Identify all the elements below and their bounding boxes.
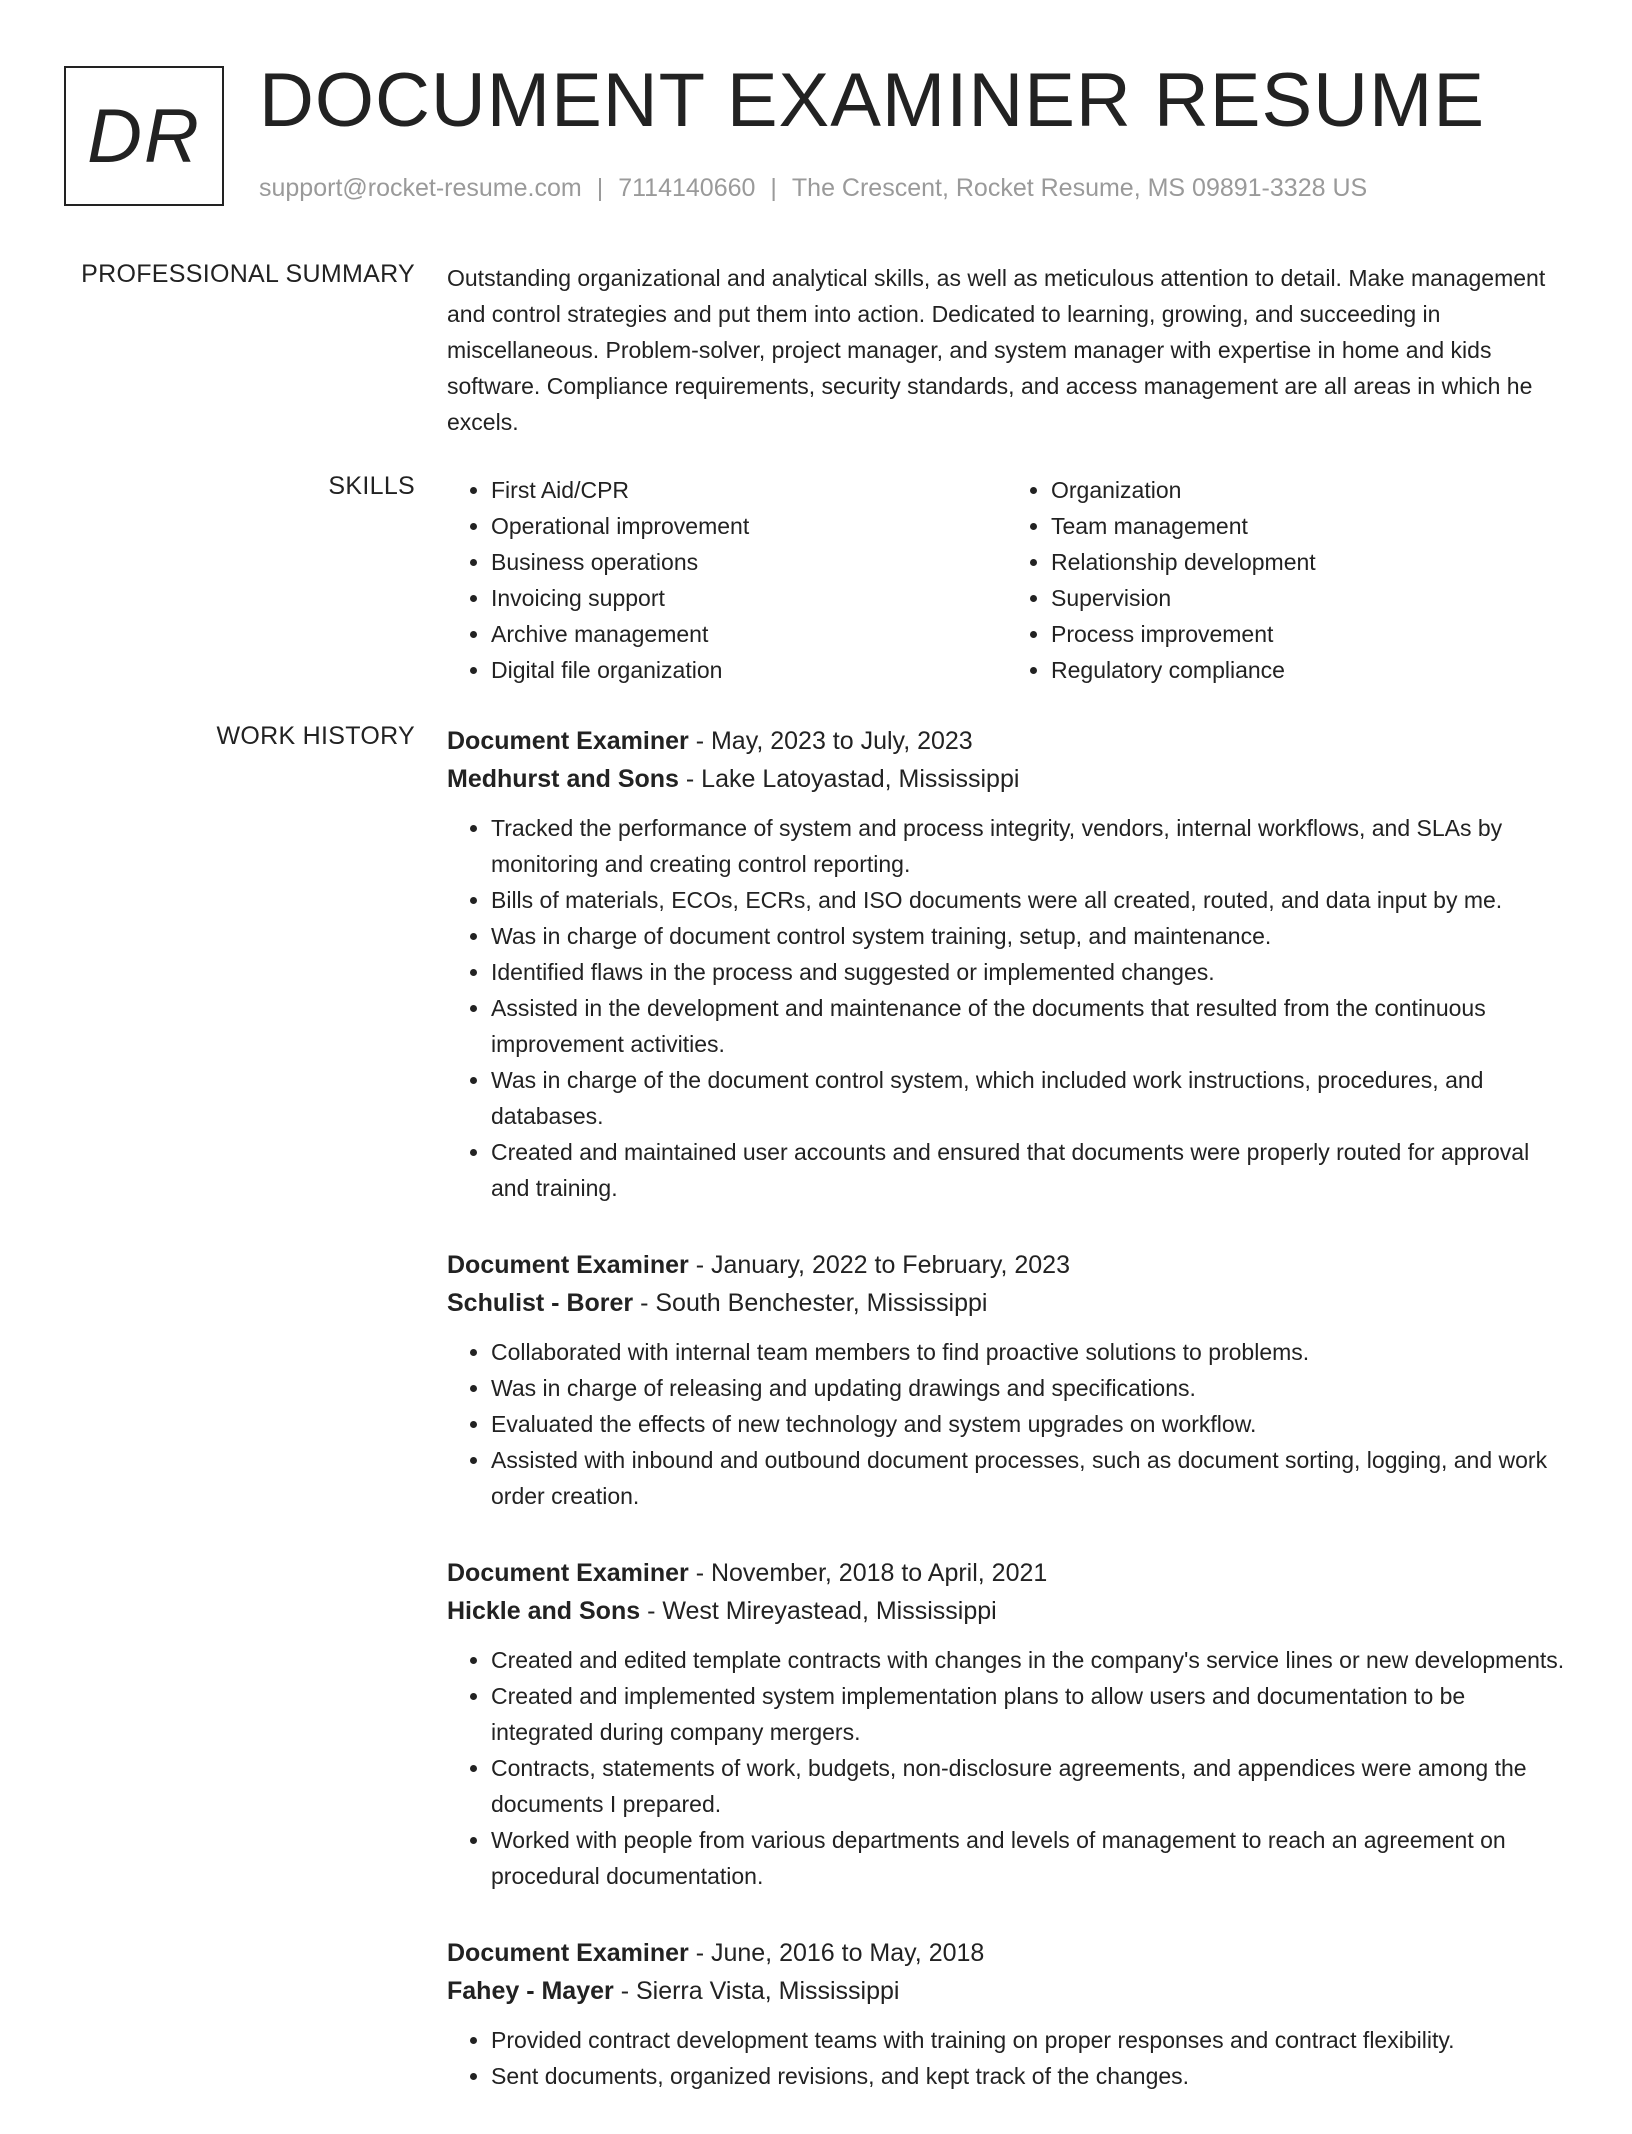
contact-email[interactable]: support@rocket-resume.com (259, 174, 582, 202)
job-bullet: • Contracts, statements of work, budgets, non-disclosure agreements, and appendices were among the documents I prepared. (491, 1750, 1567, 1822)
job-bullet: • Assisted with inbound and outbound document processes, such as document sorting, logging, and work order creation. (491, 1442, 1567, 1514)
job-title-line (447, 722, 1567, 760)
skill-item: • Organization (1051, 472, 1567, 508)
skill-item: • Team management (1051, 508, 1567, 544)
job-location: - Lake Latoyastad, Mississippi (678, 765, 1020, 793)
skill-item: • Relationship development (1051, 544, 1567, 580)
skills-columns (447, 472, 1567, 688)
job-bullet: • Collaborated with internal team members to find proactive solutions to problems. (491, 1334, 1567, 1370)
job-dates: - June, 2016 to May, 2018 (688, 1939, 985, 1967)
job-bullet: • Created and maintained user accounts and ensured that documents were properly routed for approval and training. (491, 1134, 1567, 1206)
summary-text: Outstanding organizational and analytical skills, as well as meticulous attention to detail. Make management and control strategies and put them into action. Dedicated to learning, growing, and succeeding in miscellaneous. Problem-solver, project manager, and system manager with expertise in home and kids software. Compliance requirements, security standards, and access management are all areas in which he excels. (447, 265, 1546, 435)
job-entry (447, 722, 1567, 1206)
job-location: - South Benchester, Mississippi (633, 1289, 988, 1317)
contact-address: The Crescent, Rocket Resume, MS 09891-3328 US (791, 174, 1368, 202)
job-bullet: • Worked with people from various departments and levels of management to reach an agreement on procedural documentation. (491, 1822, 1567, 1894)
job-bullet: • Was in charge of document control system training, setup, and maintenance. (491, 918, 1567, 954)
summary-heading: PROFESSIONAL SUMMARY (81, 260, 415, 288)
job-title: Document Examiner (447, 1559, 689, 1587)
job-bullet-list (447, 1334, 1567, 1514)
page-title: DOCUMENT EXAMINER RESUME (259, 58, 1486, 143)
job-bullet: • Sent documents, organized revisions, and kept track of the changes. (491, 2058, 1567, 2094)
job-bullet: • Created and edited template contracts with changes in the company's service lines or new developments. (491, 1642, 1567, 1678)
job-bullet: • Was in charge of releasing and updating drawings and specifications. (491, 1370, 1567, 1406)
job-bullet: • Was in charge of the document control system, which included work instructions, procedures, and databases. (491, 1062, 1567, 1134)
contact-separator: | (770, 174, 777, 202)
skill-item: • Business operations (491, 544, 1007, 580)
job-location: - Sierra Vista, Mississippi (613, 1977, 900, 2005)
contact-line (259, 174, 1367, 203)
contact-separator: | (596, 174, 604, 202)
job-title-line (447, 1934, 1567, 1972)
job-bullet: • Identified flaws in the process and suggested or implemented changes. (491, 954, 1567, 990)
job-bullet: • Tracked the performance of system and process integrity, vendors, internal workflows, and SLAs by monitoring and creating control reporting. (491, 810, 1567, 882)
skill-item: • Supervision (1051, 580, 1567, 616)
skill-item: • Invoicing support (491, 580, 1007, 616)
skill-item: • First Aid/CPR (491, 472, 1007, 508)
skills-heading: SKILLS (328, 472, 415, 500)
monogram-logo: DR (64, 66, 224, 206)
job-title: Document Examiner (447, 1251, 689, 1279)
skill-item: • Operational improvement (491, 508, 1007, 544)
skills-list-right (1007, 472, 1567, 688)
job-dates: - May, 2023 to July, 2023 (688, 727, 973, 755)
job-bullet: • Provided contract development teams with training on proper responses and contract flexibility. (491, 2022, 1567, 2058)
job-bullet: • Created and implemented system implementation plans to allow users and documentation to be integrated during company mergers. (491, 1678, 1567, 1750)
job-entry (447, 1246, 1567, 1514)
job-title-line (447, 1246, 1567, 1284)
job-company: Fahey - Mayer (447, 1977, 614, 2005)
contact-phone[interactable]: 7114140660 (618, 174, 756, 202)
resume-header (0, 0, 1632, 230)
job-company-line (447, 1972, 1567, 2010)
skill-item: • Process improvement (1051, 616, 1567, 652)
job-company: Hickle and Sons (447, 1597, 641, 1625)
job-title: Document Examiner (447, 1939, 689, 1967)
job-company-line (447, 760, 1567, 798)
job-bullet: • Bills of materials, ECOs, ECRs, and ISO documents were all created, routed, and data input by me. (491, 882, 1567, 918)
job-entry (447, 1934, 1567, 2094)
job-company: Schulist - Borer (447, 1289, 634, 1317)
job-company: Medhurst and Sons (447, 765, 679, 793)
job-company-line (447, 1592, 1567, 1630)
skill-item: • Digital file organization (491, 652, 1007, 688)
job-bullet: • Evaluated the effects of new technology and system upgrades on workflow. (491, 1406, 1567, 1442)
job-entry (447, 1554, 1567, 1894)
job-company-line (447, 1284, 1567, 1322)
work-history-heading: WORK HISTORY (216, 722, 415, 750)
job-bullet-list (447, 2022, 1567, 2094)
job-title-line (447, 1554, 1567, 1592)
job-bullet-list (447, 810, 1567, 1206)
job-location: - West Mireyastead, Mississippi (640, 1597, 997, 1625)
skill-item: • Archive management (491, 616, 1007, 652)
skill-item: • Regulatory compliance (1051, 652, 1567, 688)
job-dates: - November, 2018 to April, 2021 (688, 1559, 1048, 1587)
job-bullet-list (447, 1642, 1567, 1894)
skills-list-left (447, 472, 1007, 688)
job-dates: - January, 2022 to February, 2023 (688, 1251, 1070, 1279)
job-bullet: • Assisted in the development and maintenance of the documents that resulted from the continuous improvement activities. (491, 990, 1567, 1062)
job-list (447, 722, 1567, 2134)
job-title: Document Examiner (447, 727, 689, 755)
